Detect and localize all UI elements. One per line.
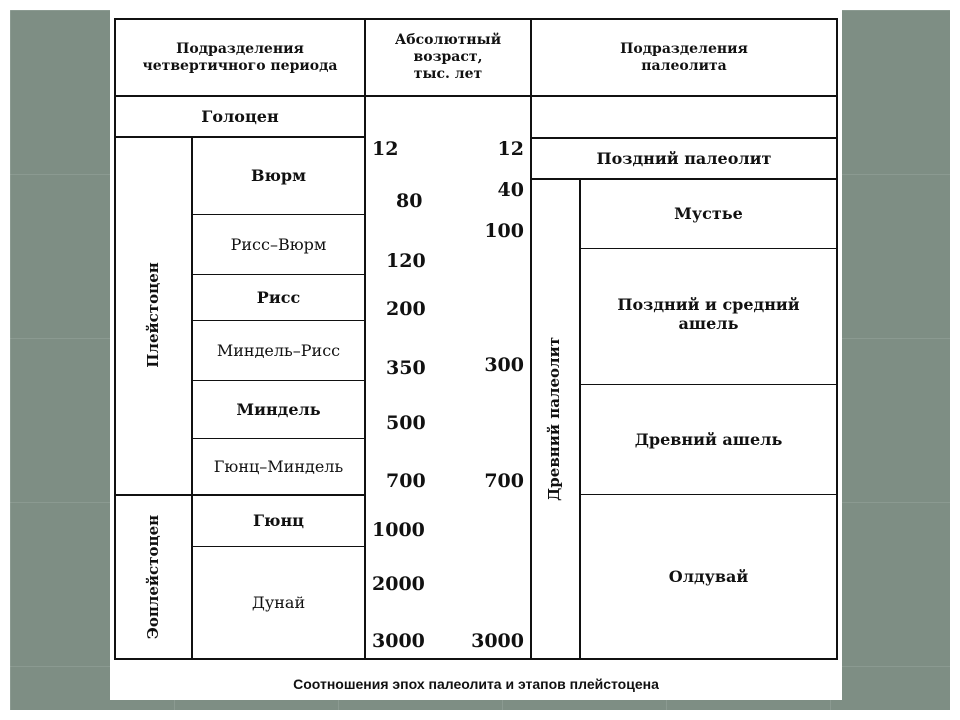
header-paleolithic: Подразделения палеолита: [620, 40, 748, 74]
pleistocene-label: Плейстоцен: [144, 262, 162, 368]
stage-riss: Рисс: [256, 287, 301, 307]
holocene-label: Голоцен: [201, 106, 279, 126]
col-divider-1: [364, 18, 366, 660]
age-left: 1000: [372, 518, 425, 541]
age-left: 200: [386, 297, 426, 320]
header-absolute-age: Абсолютный возраст, тыс. лет: [394, 32, 502, 82]
age-left: 2000: [372, 572, 425, 595]
age-right: 3000: [471, 629, 524, 652]
age-left: 700: [386, 469, 426, 492]
stage-riss-wurm: Рисс–Вюрм: [230, 234, 327, 254]
age-left: 500: [386, 411, 426, 434]
age-right: 700: [484, 469, 524, 492]
culture-oldowan: Олдувай: [668, 567, 749, 587]
stage-mindel-riss: Миндель–Рисс: [216, 340, 341, 360]
age-left: 120: [386, 249, 426, 272]
culture-late-middle-acheulean: Поздний и средний ашель: [617, 295, 800, 334]
stage-gunz: Гюнц: [253, 511, 304, 531]
age-left: 12: [372, 137, 399, 160]
stage-mindel: Миндель: [236, 399, 321, 419]
age-right: 40: [497, 178, 524, 201]
col-divider-2: [530, 18, 532, 660]
row-line: [579, 494, 838, 495]
age-right: 300: [484, 353, 524, 376]
culture-mousterian: Мустье: [674, 204, 743, 224]
age-left: 80: [396, 189, 423, 212]
table-caption: Соотношения эпох палеолита и этапов плейстоцена: [293, 676, 659, 692]
age-left: 3000: [372, 629, 425, 652]
stage-gunz-mindel: Гюнц–Миндель: [213, 456, 344, 476]
stage-danube: Дунай: [251, 592, 306, 612]
age-right: 100: [484, 219, 524, 242]
ancient-paleolithic-label: Древний палеолит: [545, 336, 563, 502]
eopleistocene-label: Эоплейстоцен: [144, 514, 162, 640]
age-left: 350: [386, 356, 426, 379]
header-quaternary: Подразделения четвертичного периода: [142, 40, 338, 74]
age-right: 12: [497, 137, 524, 160]
late-paleolithic-label: Поздний палеолит: [596, 148, 772, 168]
stage-wurm: Вюрм: [250, 166, 306, 186]
culture-early-acheulean: Древний ашель: [634, 429, 783, 449]
